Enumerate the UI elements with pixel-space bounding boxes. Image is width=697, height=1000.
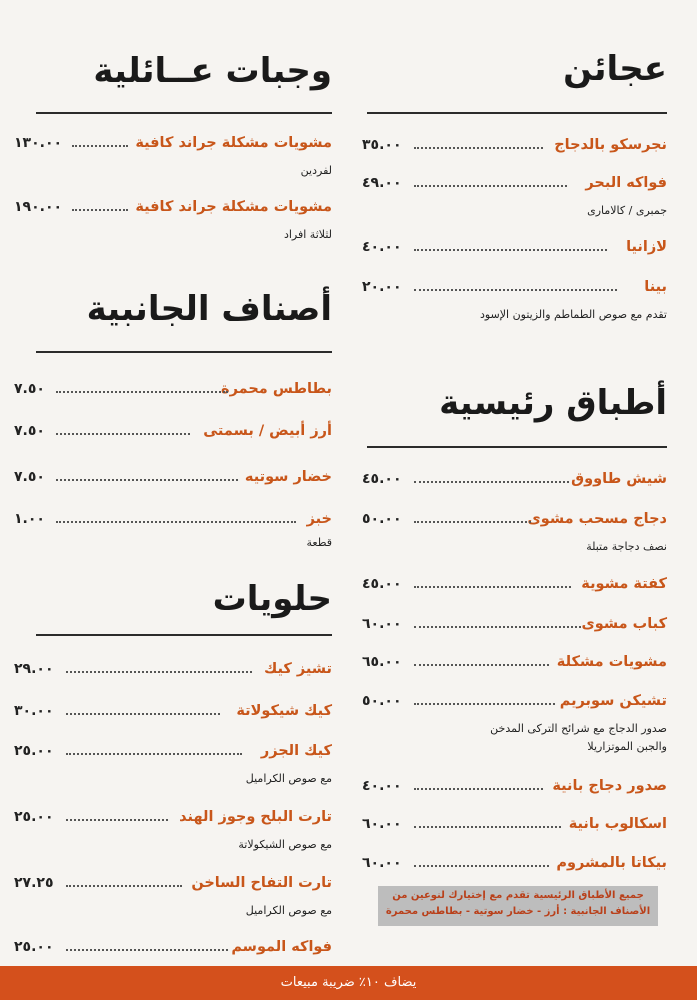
item-price: ٤٥.٠٠ — [362, 471, 402, 487]
item-description: لفردين — [300, 164, 332, 177]
menu-item — [362, 651, 667, 679]
item-name: اسكالوب بانية — [568, 816, 667, 832]
item-name: فواكه الموسم — [231, 939, 332, 955]
menu-item — [14, 378, 332, 406]
item-price: ٤٥.٠٠ — [362, 576, 402, 592]
dot-leader — [414, 147, 543, 149]
item-description: نصف دجاجة متبلة — [586, 540, 667, 553]
menu-item — [14, 420, 332, 448]
menu-item — [362, 172, 667, 200]
item-price: ٢٥.٠٠ — [14, 743, 54, 759]
menu-item — [14, 466, 332, 494]
item-name: خضار سوتيه — [244, 469, 332, 485]
item-price: ٧.٥٠ — [14, 423, 45, 439]
left-column — [14, 0, 332, 1000]
item-price: ٢٧.٢٥ — [14, 875, 54, 891]
dot-leader — [66, 713, 220, 715]
dot-leader — [414, 626, 581, 628]
dot-leader — [72, 145, 128, 147]
item-price: ٧.٥٠ — [14, 469, 45, 485]
item-description: والجبن الموتزاريلا — [587, 740, 667, 753]
dot-leader — [414, 865, 549, 867]
item-description: تقدم مع صوص الطماطم والزيتون الإسود — [479, 308, 667, 321]
item-price: ١.٠٠ — [14, 511, 45, 527]
menu-item — [14, 872, 332, 900]
dot-leader — [414, 826, 561, 828]
item-price: ٢٩.٠٠ — [14, 661, 54, 677]
item-name: مشويات مشكلة جراند كافية — [135, 199, 332, 215]
item-name: شيش طاووق — [571, 471, 667, 487]
menu-item — [14, 132, 332, 160]
item-name: كفتة مشوية — [581, 576, 667, 592]
item-name: مشويات مشكلة جراند كافية — [135, 135, 332, 151]
item-price: ٧.٥٠ — [14, 381, 45, 397]
item-name: كيك شيكولاتة — [236, 703, 332, 719]
item-price: ٥٠.٠٠ — [362, 693, 402, 709]
section-title-desserts: حلويات — [212, 579, 332, 619]
item-name: نجرسكو بالدجاج — [554, 137, 667, 153]
item-description: قطعة — [306, 536, 332, 549]
item-name: بيكاتا بالمشروم — [556, 855, 667, 871]
note-line: جميع الأطباق الرئيسية تقدم مع إختيارك لنوعين من — [392, 890, 644, 901]
item-price: ٢٠.٠٠ — [362, 279, 402, 295]
menu-item — [14, 700, 332, 728]
dot-leader — [414, 703, 555, 705]
item-description: مع صوص الكراميل — [245, 904, 332, 917]
dot-leader — [66, 885, 182, 887]
side-dishes-note — [378, 886, 658, 926]
menu-item — [362, 508, 667, 536]
section-title-family-meals: وجبات عــائلية — [93, 51, 332, 91]
item-price: ٤٩.٠٠ — [362, 175, 402, 191]
menu-item — [362, 813, 667, 841]
menu-item — [362, 276, 667, 304]
dot-leader — [414, 481, 569, 483]
menu-item — [14, 740, 332, 768]
dot-leader — [56, 521, 296, 523]
dot-leader — [66, 949, 228, 951]
item-name: كباب مشوى — [581, 616, 667, 632]
item-price: ٦٠.٠٠ — [362, 616, 402, 632]
item-name: فواكه البحر — [585, 175, 667, 191]
section-title-pasta: عجائن — [563, 49, 667, 89]
menu-item — [362, 573, 667, 601]
tax-footer — [0, 966, 697, 1000]
item-description: مع صوص الكراميل — [245, 772, 332, 785]
item-name: دجاج مسحب مشوى — [527, 511, 667, 527]
item-name: خبز — [306, 511, 332, 527]
item-price: ٢٥.٠٠ — [14, 809, 54, 825]
item-description: صدور الدجاج مع شرائح التركى المدخن — [490, 722, 667, 735]
item-price: ١٣٠.٠٠ — [14, 135, 63, 151]
item-price: ٣٥.٠٠ — [362, 137, 402, 153]
note-line: الأصناف الجانبية : أرز - خضار سوتية - بطاطس محمرة — [385, 906, 651, 917]
item-name: كيك الجزر — [260, 743, 332, 759]
menu-item — [362, 690, 667, 718]
item-price: ٥٠.٠٠ — [362, 511, 402, 527]
item-price: ٤٠.٠٠ — [362, 239, 402, 255]
dot-leader — [414, 289, 617, 291]
right-column — [362, 0, 667, 1000]
item-price: ٣٠.٠٠ — [14, 703, 54, 719]
dot-leader — [414, 664, 549, 666]
section-title-side-dishes: أصناف الجانبية — [86, 289, 332, 329]
dot-leader — [66, 753, 242, 755]
dot-leader — [414, 185, 567, 187]
item-description: لثلاثة افراد — [283, 228, 332, 241]
dot-leader — [414, 586, 571, 588]
item-price: ١٩٠.٠٠ — [14, 199, 63, 215]
menu-item — [362, 468, 667, 496]
divider — [36, 112, 332, 114]
menu-item — [362, 852, 667, 880]
menu-item — [14, 508, 332, 536]
divider — [36, 634, 332, 636]
menu-item — [14, 936, 332, 964]
menu-item — [362, 134, 667, 162]
item-name: أرز أبيض / بسمتى — [203, 423, 332, 439]
footer-text: يضاف ١٠٪ ضريبة مبيعات — [280, 975, 417, 990]
item-name: لازانيا — [626, 239, 667, 255]
divider — [36, 351, 332, 353]
menu-item — [362, 613, 667, 641]
item-name: بطاطس محمرة — [221, 381, 332, 397]
item-name: تارت البلح وجوز الهند — [179, 809, 332, 825]
item-name: بينا — [644, 279, 667, 295]
menu-item — [362, 236, 667, 264]
item-price: ٦٠.٠٠ — [362, 816, 402, 832]
dot-leader — [414, 521, 531, 523]
item-name: تشيكن سوبريم — [559, 693, 667, 709]
divider — [367, 112, 667, 114]
item-name: تارت التفاح الساخن — [191, 875, 332, 891]
menu-item — [14, 196, 332, 224]
dot-leader — [56, 391, 228, 393]
dot-leader — [66, 819, 168, 821]
section-title-main-dishes: أطباق رئيسية — [439, 383, 667, 423]
dot-leader — [72, 209, 128, 211]
dot-leader — [56, 433, 190, 435]
item-name: صدور دجاج بانية — [552, 778, 667, 794]
dot-leader — [56, 479, 238, 481]
item-price: ٦٠.٠٠ — [362, 855, 402, 871]
dot-leader — [414, 788, 543, 790]
dot-leader — [414, 249, 607, 251]
menu-item — [14, 658, 332, 686]
item-name: مشويات مشكلة — [556, 654, 667, 670]
item-price: ٢٥.٠٠ — [14, 939, 54, 955]
item-description: جمبرى / كالامارى — [587, 204, 667, 217]
item-price: ٦٥.٠٠ — [362, 654, 402, 670]
divider — [367, 446, 667, 448]
menu-item — [14, 806, 332, 834]
dot-leader — [66, 671, 252, 673]
item-description: مع صوص الشيكولاتة — [238, 838, 332, 851]
item-name: تشيز كيك — [263, 661, 332, 677]
item-price: ٤٠.٠٠ — [362, 778, 402, 794]
menu-item — [362, 775, 667, 803]
